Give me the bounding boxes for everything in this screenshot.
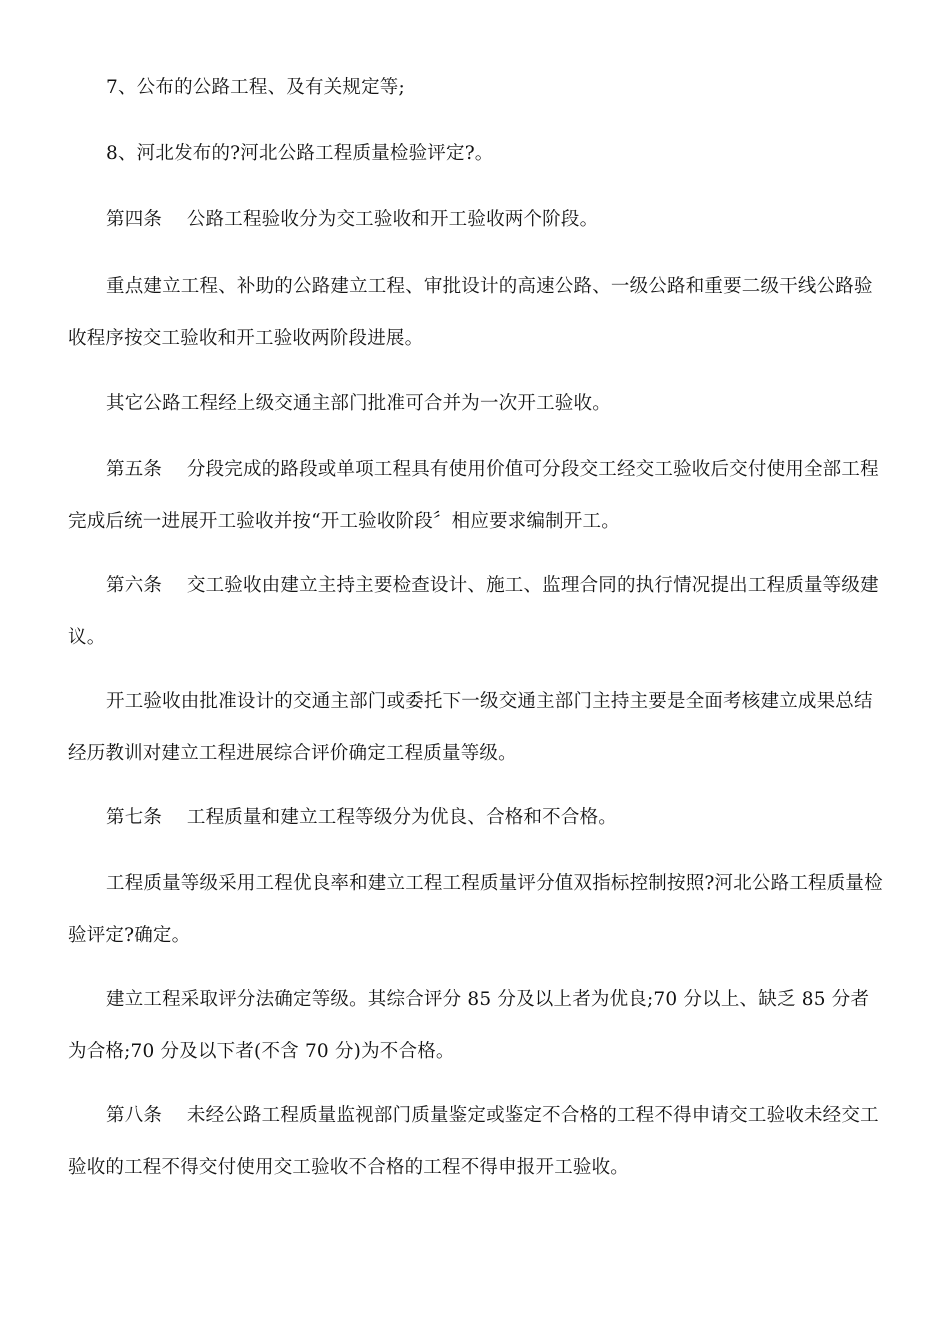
paragraph-article-4: 第四条 公路工程验收分为交工验收和开工验收两个阶段。 [106,209,599,230]
paragraph-article-7: 第七条 工程质量和建立工程等级分为优良、合格和不合格。 [106,807,617,828]
paragraph-article-4-other: 其它公路工程经上级交通主部门批准可合并为一次开工验收。 [106,393,611,414]
paragraph-article-5: 第五条 分段完成的路段或单项工程具有使用价值可分段交工经交工验收后交付使用全部工程完成后统一进展开工验收并按“开工验收阶段〞相应要求编制开工。 [68,459,879,532]
paragraph-article-4-detail: 重点建立工程、补助的公路建立工程、审批设计的高速公路、一级公路和重要二级干线公路验收程序按交工验收和开工验收两阶段进展。 [68,276,873,349]
paragraph-article-7-grading: 工程质量等级采用工程优良率和建立工程工程质量评分值双指标控制按照?河北公路工程质量检验评定?确定。 [68,873,883,946]
paragraph-article-6-detail: 开工验收由批准设计的交通主部门或委托下一级交通主部门主持主要是全面考核建立成果总结经历教训对建立工程进展综合评价确定工程质量等级。 [68,691,873,764]
paragraph-article-6: 第六条 交工验收由建立主持主要检查设计、施工、监理合同的执行情况提出工程质量等级建议。 [68,575,879,648]
paragraph-item-8: 8、河北发布的?河北公路工程质量检验评定?。 [106,143,494,164]
paragraph-article-8: 第八条 未经公路工程质量监视部门质量鉴定或鉴定不合格的工程不得申请交工验收未经交工验收的工程不得交付使用交工验收不合格的工程不得申报开工验收。 [68,1105,879,1178]
paragraph-article-7-scoring: 建立工程采取评分法确定等级。其综合评分 85 分及以上者为优良;70 分以上、缺乏 85 分者为合格;70 分及以下者(不含 70 分)为不合格。 [68,989,870,1062]
paragraph-item-7: 7、公布的公路工程、及有关规定等; [106,77,405,98]
